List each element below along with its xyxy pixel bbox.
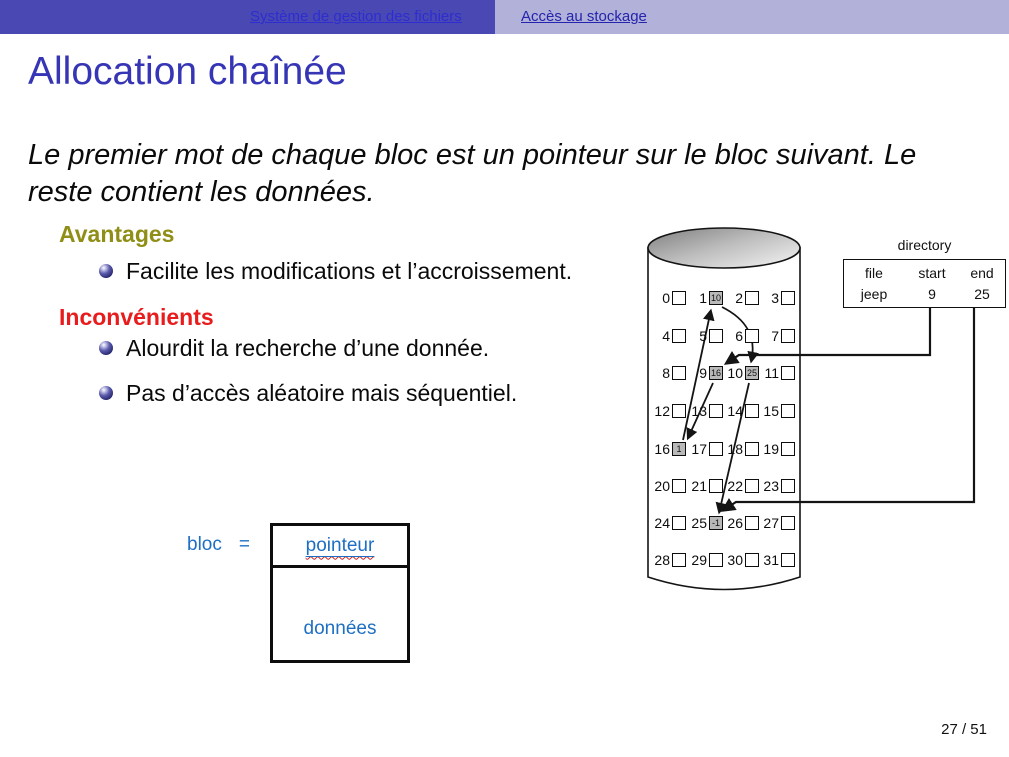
equals-sign: = (238, 534, 250, 555)
block-number: 23 (763, 478, 779, 494)
block-number: 9 (699, 365, 707, 381)
disk-block-8 (644, 364, 686, 382)
block-number: 16 (654, 441, 670, 457)
block-number: 22 (727, 478, 743, 494)
block-pointer-cell: 16 (709, 366, 723, 380)
intro-line-1: Le premier mot de chaque bloc est un pointeur sur le bloc suivant. Le (28, 139, 917, 171)
directory-table (843, 259, 1006, 308)
disk-cylinder-top (648, 228, 800, 268)
section-avantages: Avantages (59, 221, 175, 247)
directory-file-value: jeep (860, 286, 888, 302)
block-cell (781, 366, 795, 380)
directory-end-value: 25 (974, 286, 990, 302)
disk-block-27 (753, 514, 795, 532)
disk-block-19 (753, 440, 795, 458)
tab-acces-au-stockage[interactable]: Accès au stockage (521, 8, 647, 25)
block-number: 13 (691, 403, 707, 419)
block-number: 0 (662, 290, 670, 306)
block-number: 24 (654, 515, 670, 531)
directory-header-file: file (865, 265, 883, 281)
disk-block-15 (753, 402, 795, 420)
list-item-label: Pas d’accès aléatoire mais séquentiel. (126, 380, 518, 406)
intro-line-2: reste contient les données. (28, 176, 375, 208)
tab-systeme-gestion-fichiers[interactable]: Système de gestion des fichiers (250, 8, 462, 25)
block-number: 14 (727, 403, 743, 419)
block-number: 8 (662, 365, 670, 381)
block-number: 31 (763, 552, 779, 568)
block-number: 30 (727, 552, 743, 568)
directory-title: directory (897, 237, 952, 253)
page-number: 27 / 51 (941, 721, 987, 738)
disk-block-4 (644, 327, 686, 345)
disk-block-31 (753, 551, 795, 569)
block-number: 10 (727, 365, 743, 381)
block-cell (781, 329, 795, 343)
directory-header-row (844, 265, 1005, 281)
block-cell (781, 404, 795, 418)
block-number: 20 (654, 478, 670, 494)
block-number: 25 (691, 515, 707, 531)
block-cell (781, 479, 795, 493)
block-number: 4 (662, 328, 670, 344)
data-label: données (303, 617, 377, 639)
disk-block-28 (644, 551, 686, 569)
disk-block-16 (644, 440, 686, 458)
block-pointer-cell: 25 (745, 366, 759, 380)
section-inconvenients: Inconvénients (59, 304, 214, 330)
pointer-label: pointeur (305, 534, 375, 556)
block-cell (781, 291, 795, 305)
block-number: 19 (763, 441, 779, 457)
list-item-label: Alourdit la recherche d’une donnée. (126, 335, 490, 361)
block-cell (781, 516, 795, 530)
disk-block-24 (644, 514, 686, 532)
block-number: 3 (771, 290, 779, 306)
directory-header-start: start (918, 265, 946, 281)
block-number: 6 (735, 328, 743, 344)
block-number: 18 (727, 441, 743, 457)
block-number: 1 (699, 290, 707, 306)
directory-start-value: 9 (928, 286, 936, 302)
list-item-label: Facilite les modifications et l’accroissement. (126, 258, 573, 284)
disk-block-23 (753, 477, 795, 495)
block-number: 26 (727, 515, 743, 531)
block-number: 29 (691, 552, 707, 568)
disk-block-20 (644, 477, 686, 495)
block-number: 12 (654, 403, 670, 419)
block-pointer-cell: 1 (672, 442, 686, 456)
block-number: 17 (691, 441, 707, 457)
block-number: 27 (763, 515, 779, 531)
disk-block-3 (753, 289, 795, 307)
block-number: 5 (699, 328, 707, 344)
disk-block-7 (753, 327, 795, 345)
bloc-label: bloc (187, 534, 222, 555)
disk-block-0 (644, 289, 686, 307)
block-number: 21 (691, 478, 707, 494)
block-cell (781, 553, 795, 567)
block-number: 15 (763, 403, 779, 419)
directory-header-end: end (970, 265, 994, 281)
block-cell (781, 442, 795, 456)
block-pointer-cell: 10 (709, 291, 723, 305)
page-title: Allocation chaînée (28, 50, 347, 93)
block-number: 2 (735, 290, 743, 306)
block-number: 11 (764, 365, 779, 381)
block-number: 7 (771, 328, 779, 344)
disk-block-12 (644, 402, 686, 420)
directory-data-row (844, 286, 1005, 302)
disk-block-11 (753, 364, 795, 382)
block-number: 28 (654, 552, 670, 568)
block-pointer-cell: -1 (709, 516, 723, 530)
